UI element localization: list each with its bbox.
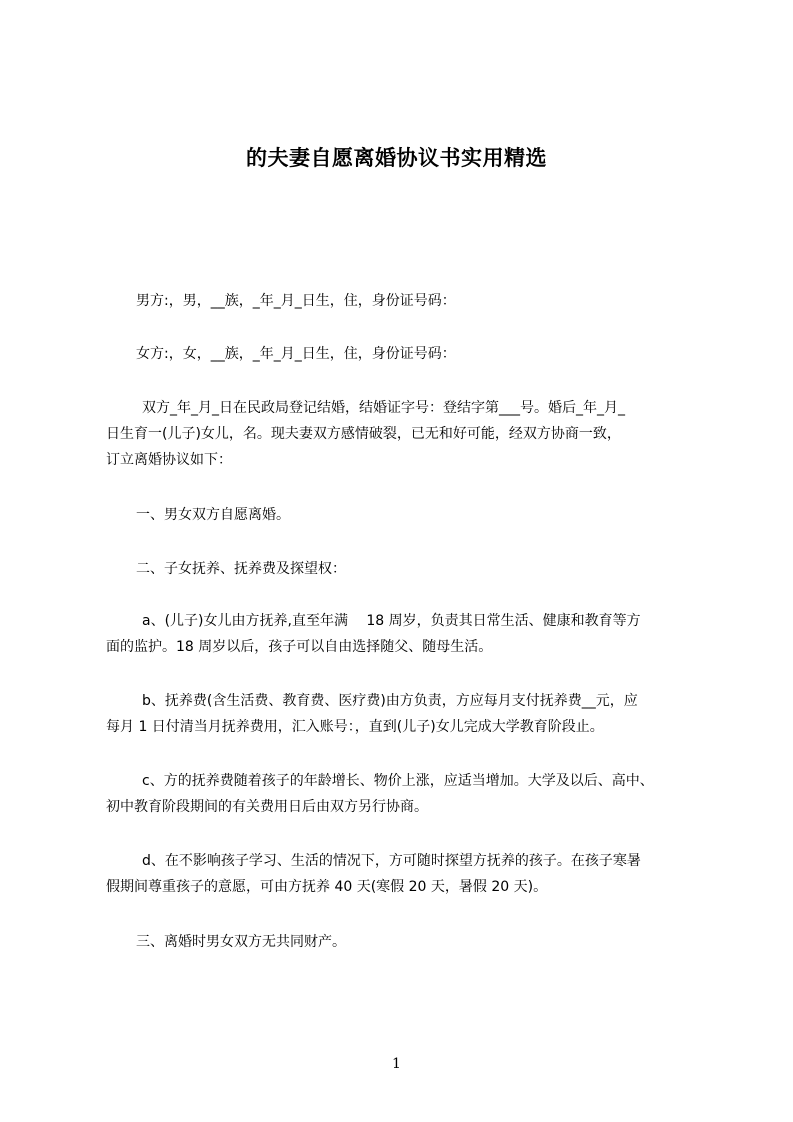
text-line: 双方_年_月_日在民政局登记结婚，结婚证字号：登结字第___号。婚后_年_月_	[142, 400, 625, 416]
text-line: 男方:，男，__族，_年_月_日生，住，身份证号码：	[136, 293, 456, 309]
paragraph-item1	[106, 502, 726, 528]
paragraph-item-b	[106, 688, 726, 740]
paragraph-item3	[106, 929, 726, 955]
text-line: 假期间尊重孩子的意愿，可由方抚养 40 天(寒假 20 天，暑假 20 天)。	[106, 879, 548, 895]
paragraph-female	[106, 341, 726, 367]
text-line: 三、离婚时男女双方无共同财产。	[136, 934, 346, 950]
page-number: 1	[392, 1056, 401, 1072]
paragraph-intro	[106, 395, 726, 473]
text-line: 女方:，女，__族，_年_月_日生，住，身份证号码：	[136, 346, 456, 362]
text-line: 日生育一(儿子)女儿，名。现夫妻双方感情破裂，已无和好可能，经双方协商一致，	[106, 426, 621, 442]
text-line: c、方的抚养费随着孩子的年龄增长、物价上涨，应适当增加。大学及以后、高中、	[142, 773, 654, 789]
paragraph-item-c	[106, 768, 726, 820]
paragraph-item-a	[106, 608, 726, 660]
text-line: a、(儿子)女儿由方抚养,直至年满 18 周岁，负责其日常生活、健康和教育等方	[142, 613, 641, 629]
paragraph-male	[106, 288, 726, 314]
text-line: 订立离婚协议如下：	[106, 452, 232, 468]
paragraph-item2	[106, 556, 726, 582]
text-line: d、在不影响孩子学习、生活的情况下，方可随时探望方抚养的孩子。在孩子寒暑	[142, 853, 641, 869]
text-line: 初中教育阶段期间的有关费用日后由双方另行协商。	[106, 799, 428, 815]
text-line: b、抚养费(含生活费、教育费、医疗费)由方负责，方应每月支付抚养费__元，应	[142, 693, 638, 709]
paragraph-item-d	[106, 848, 726, 900]
text-line: 一、男女双方自愿离婚。	[136, 507, 290, 523]
text-line: 二、子女抚养、抚养费及探望权：	[136, 561, 346, 577]
document-title: 的夫妻自愿离婚协议书实用精选	[246, 146, 547, 170]
text-line: 面的监护。18 周岁以后，孩子可以自由选择随父、随母生活。	[106, 639, 493, 655]
text-line: 每月 1 日付清当月抚养费用，汇入账号：，直到(儿子)女儿完成大学教育阶段止。	[106, 719, 604, 735]
